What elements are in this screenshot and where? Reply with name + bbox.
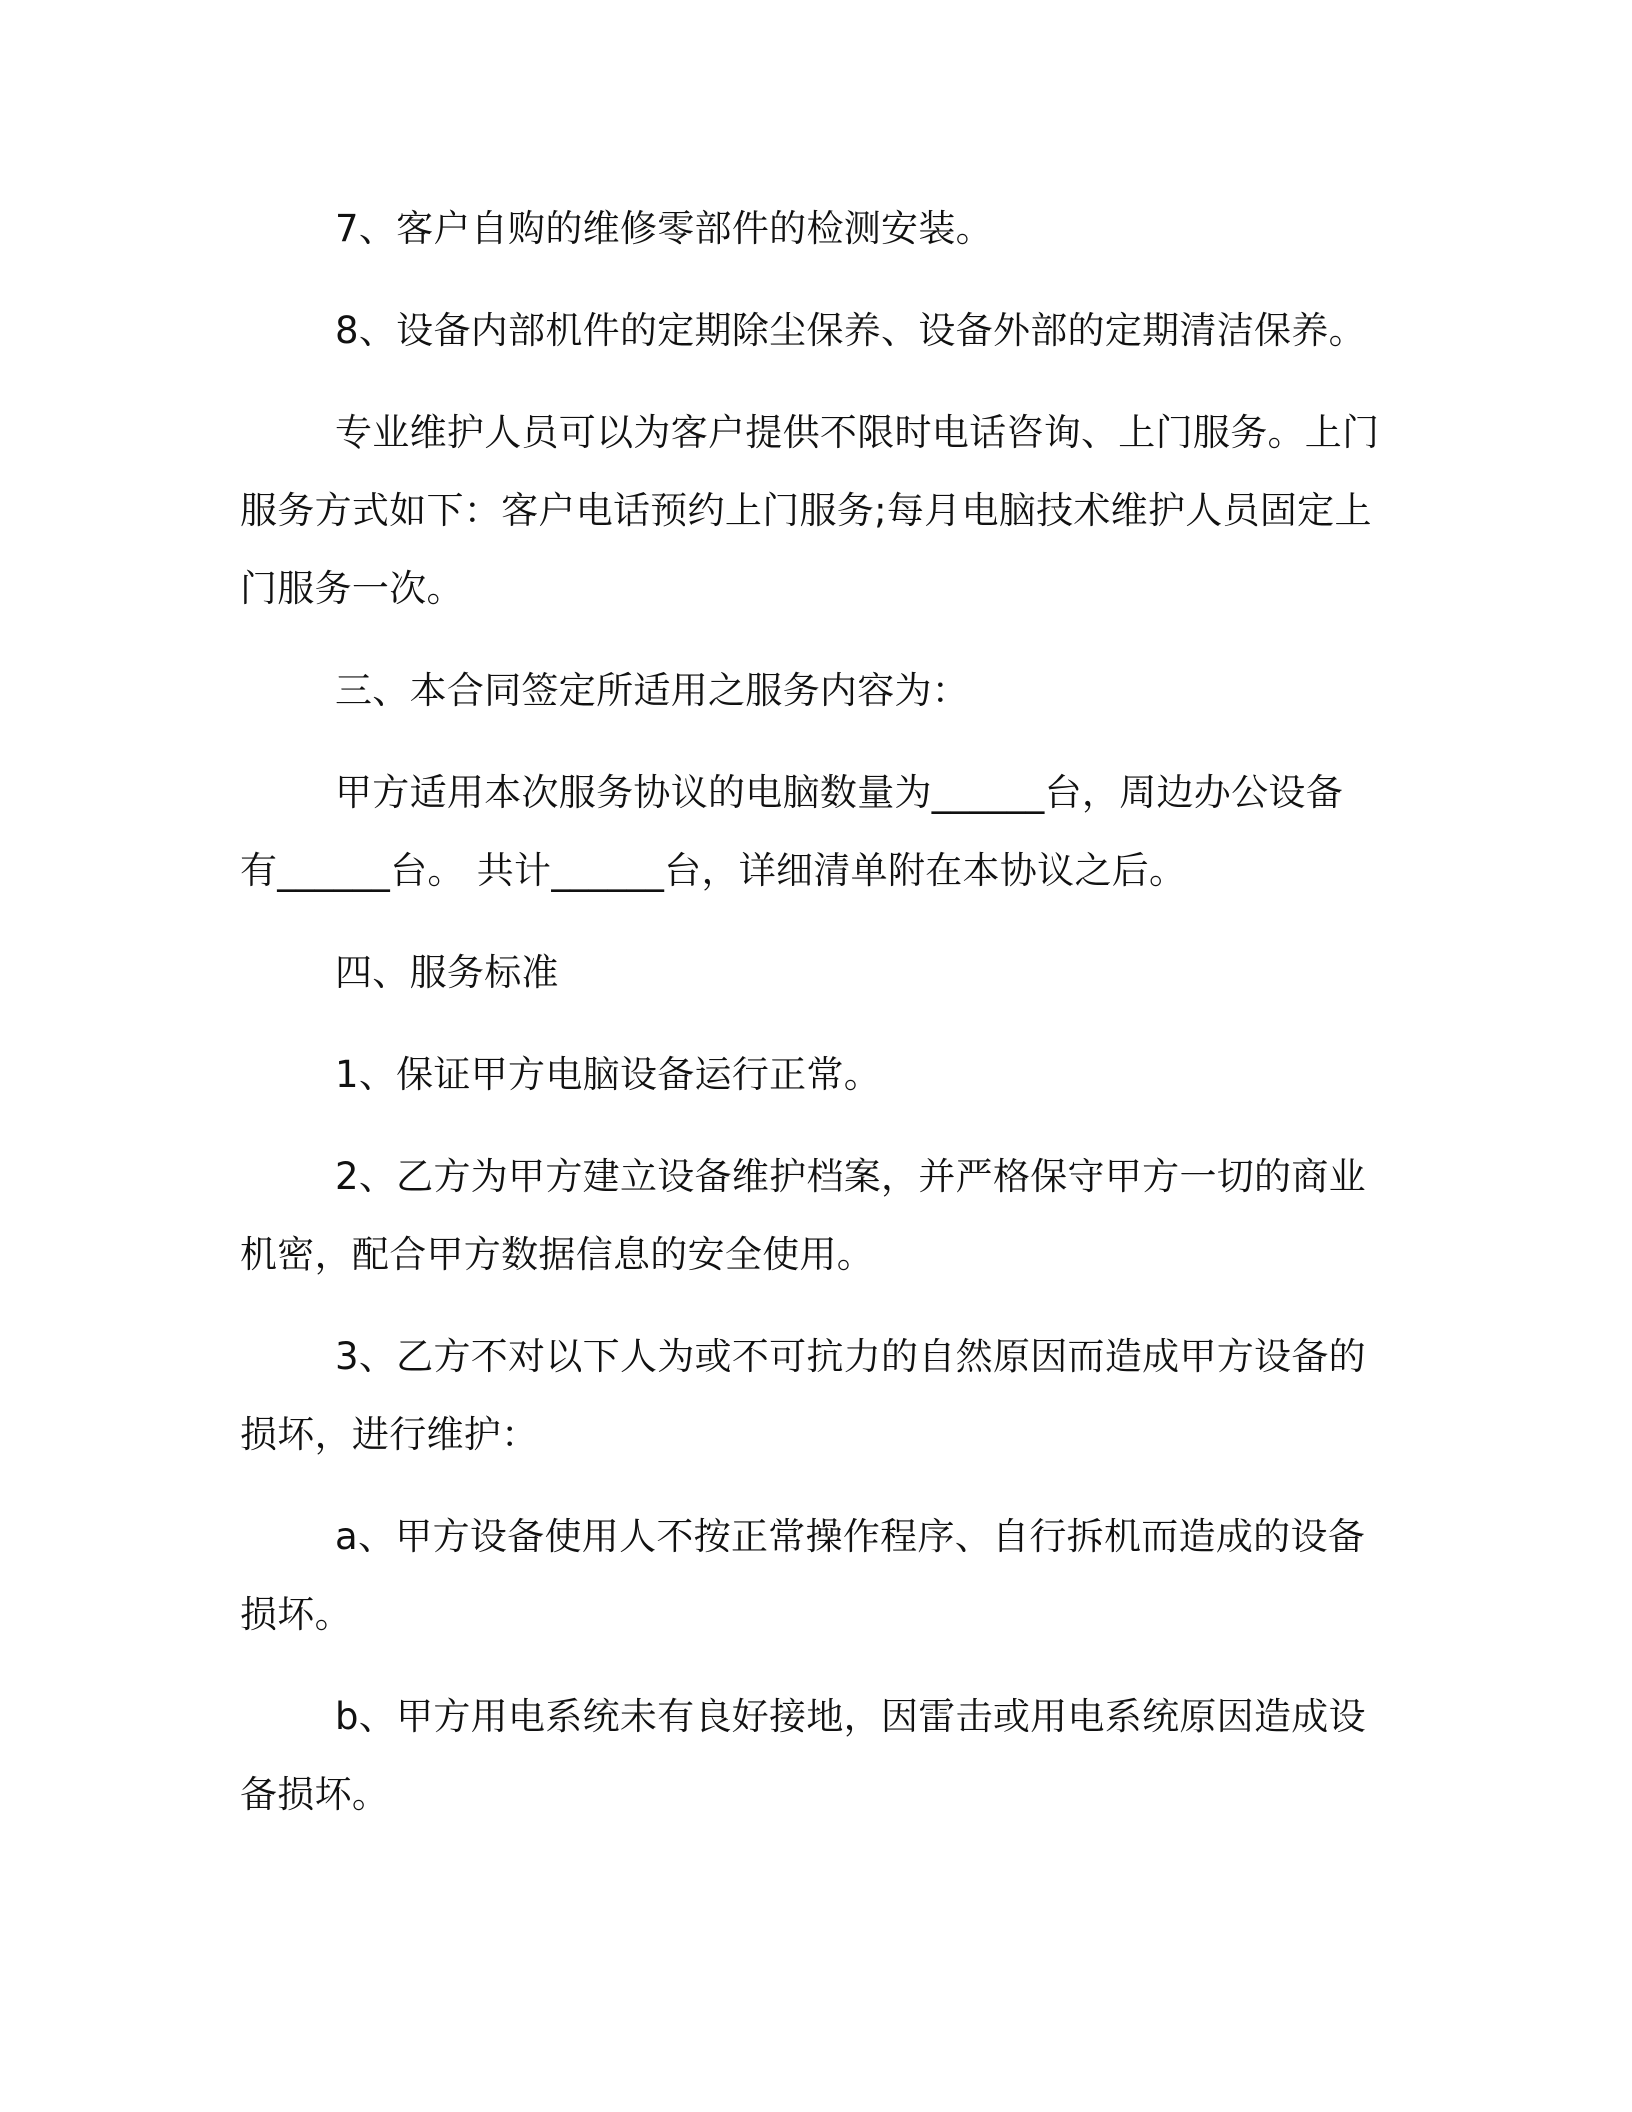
document-body: [240, 190, 1380, 1834]
paragraph-gap: [240, 1114, 1380, 1138]
paragraph-equipment-count: 甲方适用本次服务协议的电脑数量为______台，周边办公设备有______台。 共计______台，详细清单附在本协议之后。: [240, 771, 1343, 892]
paragraph-item-7: 7、客户自购的维修零部件的检测安装。: [335, 207, 993, 250]
paragraph-service-description: 专业维护人员可以为客户提供不限时电话咨询、上门服务。上门服务方式如下：客户电话预约上门服务;每月电脑技术维护人员固定上门服务一次。: [240, 411, 1380, 610]
paragraph-standard-1: 1、保证甲方电脑设备运行正常。: [335, 1053, 882, 1096]
paragraph-gap: [240, 1294, 1380, 1318]
paragraph-gap: [240, 730, 1380, 754]
section-heading-3: 三、本合同签定所适用之服务内容为：: [335, 669, 970, 712]
paragraph-gap: [240, 268, 1380, 292]
paragraph-exception-a: a、甲方设备使用人不按正常操作程序、自行拆机而造成的设备损坏。: [240, 1515, 1366, 1636]
paragraph-standard-2: 2、乙方为甲方建立设备维护档案，并严格保守甲方一切的商业机密，配合甲方数据信息的安全使用。: [240, 1155, 1366, 1276]
section-heading-4: 四、服务标准: [335, 951, 559, 994]
paragraph-gap: [240, 370, 1380, 394]
paragraph-gap: [240, 910, 1380, 934]
paragraph-gap: [240, 1012, 1380, 1036]
paragraph-item-8: 8、设备内部机件的定期除尘保养、设备外部的定期清洁保养。: [335, 309, 1366, 352]
paragraph-gap: [240, 1474, 1380, 1498]
paragraph-gap: [240, 628, 1380, 652]
paragraph-exception-b: b、甲方用电系统未有良好接地，因雷击或用电系统原因造成设备损坏。: [240, 1695, 1366, 1816]
paragraph-standard-3: 3、乙方不对以下人为或不可抗力的自然原因而造成甲方设备的损坏，进行维护：: [240, 1335, 1366, 1456]
paragraph-gap: [240, 1654, 1380, 1678]
